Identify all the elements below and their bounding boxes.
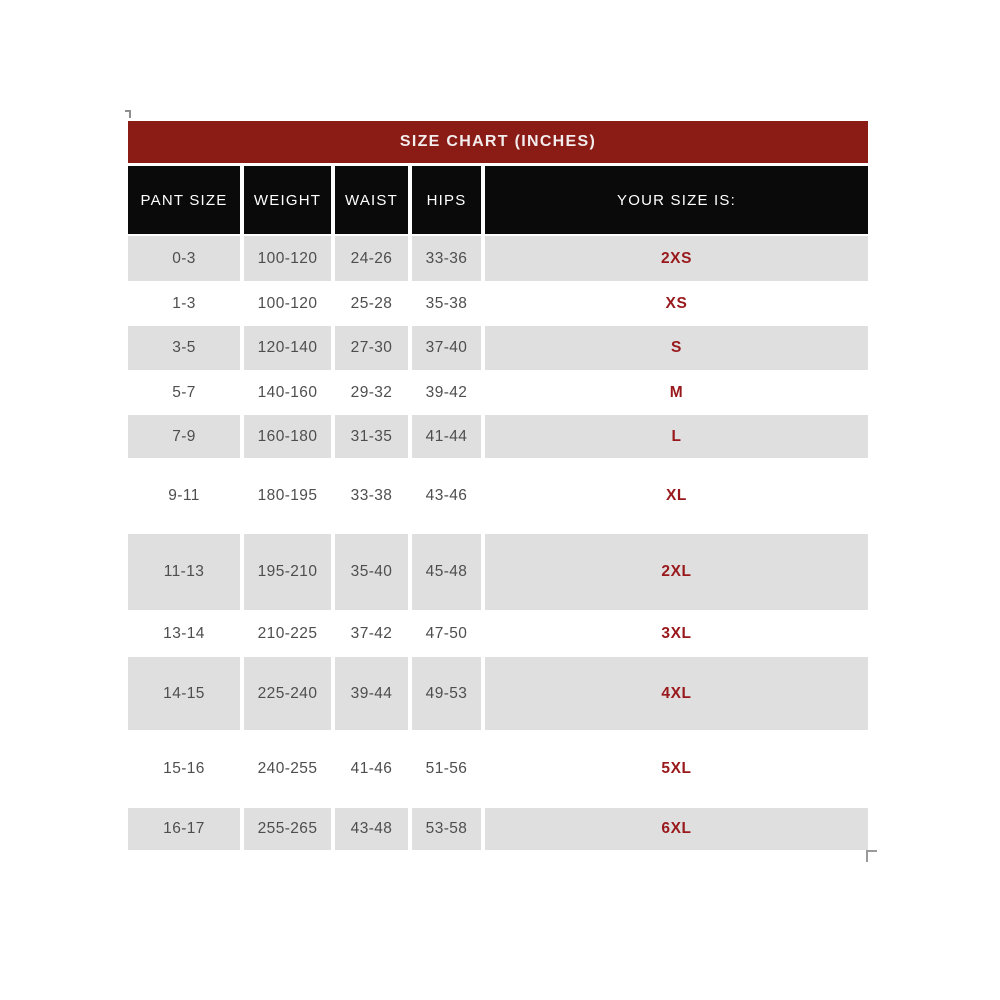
crop-artifact-top-left <box>125 110 131 118</box>
table-row <box>128 370 868 415</box>
cell-size: S <box>485 326 868 370</box>
cell-weight: 120-140 <box>244 326 331 370</box>
column-header-your-size: YOUR SIZE IS: <box>485 166 868 234</box>
cell-waist: 35-40 <box>335 534 408 610</box>
cell-waist: 29-32 <box>350 383 393 401</box>
cell-hips: 49-53 <box>412 657 481 730</box>
cell-size: L <box>485 415 868 458</box>
cell-pant-size: 15-16 <box>163 760 205 777</box>
cell-pant-size: 14-15 <box>128 657 240 730</box>
cell-size: 4XL <box>485 657 868 730</box>
column-header-pant-size: PANT SIZE <box>128 166 240 234</box>
table-row <box>128 281 868 326</box>
cell-hips: 33-36 <box>412 236 481 281</box>
cell-waist: 43-48 <box>335 808 408 850</box>
cell-hips: 45-48 <box>412 534 481 610</box>
cell-hips: 51-56 <box>425 760 468 777</box>
cell-weight: 100-120 <box>244 236 331 281</box>
cell-size: XS <box>665 294 688 312</box>
cell-weight: 255-265 <box>244 808 331 850</box>
column-header-hips: HIPS <box>412 166 481 234</box>
cell-weight: 100-120 <box>257 294 318 312</box>
table-row <box>128 458 868 534</box>
cell-hips: 41-44 <box>412 415 481 458</box>
cell-waist: 41-46 <box>350 760 393 777</box>
cell-weight: 140-160 <box>257 383 318 401</box>
cell-size: 5XL <box>661 760 692 777</box>
cell-pant-size: 9-11 <box>168 487 200 504</box>
cell-pant-size: 1-3 <box>172 294 196 312</box>
cell-weight: 160-180 <box>244 415 331 458</box>
cell-hips: 47-50 <box>425 624 468 642</box>
cell-size: XL <box>665 487 687 504</box>
cell-pant-size: 0-3 <box>128 236 240 281</box>
cell-waist: 33-38 <box>350 487 393 504</box>
crop-artifact-bottom-right <box>866 850 877 862</box>
table-row <box>128 326 868 370</box>
cell-weight: 180-195 <box>257 487 318 504</box>
cell-size: 3XL <box>661 624 692 642</box>
cell-hips: 43-46 <box>425 487 468 504</box>
table-row <box>128 808 868 850</box>
cell-waist: 39-44 <box>335 657 408 730</box>
cell-weight: 210-225 <box>257 624 318 642</box>
table-row <box>128 415 868 458</box>
cell-pant-size: 7-9 <box>128 415 240 458</box>
chart-title: SIZE CHART (INCHES) <box>399 133 597 150</box>
cell-pant-size: 16-17 <box>128 808 240 850</box>
cell-waist: 25-28 <box>350 294 393 312</box>
cell-size: 2XS <box>485 236 868 281</box>
cell-hips: 53-58 <box>412 808 481 850</box>
cell-waist: 24-26 <box>335 236 408 281</box>
cell-pant-size: 11-13 <box>128 534 240 610</box>
column-header-weight: WEIGHT <box>244 166 331 234</box>
cell-pant-size: 3-5 <box>128 326 240 370</box>
column-header-row <box>128 166 868 234</box>
cell-weight: 195-210 <box>244 534 331 610</box>
cell-hips: 39-42 <box>425 383 468 401</box>
size-chart <box>128 121 868 850</box>
cell-hips: 37-40 <box>412 326 481 370</box>
table-row <box>128 730 868 808</box>
chart-title-bar <box>128 121 868 163</box>
cell-hips: 35-38 <box>425 294 468 312</box>
cell-pant-size: 5-7 <box>172 383 196 401</box>
cell-size: 2XL <box>485 534 868 610</box>
cell-weight: 240-255 <box>257 760 318 777</box>
column-header-waist: WAIST <box>335 166 408 234</box>
cell-waist: 31-35 <box>335 415 408 458</box>
cell-size: M <box>669 383 684 401</box>
cell-pant-size: 13-14 <box>163 624 205 642</box>
cell-size: 6XL <box>485 808 868 850</box>
cell-waist: 27-30 <box>335 326 408 370</box>
table-row <box>128 657 868 730</box>
cell-weight: 225-240 <box>244 657 331 730</box>
table-row <box>128 236 868 281</box>
cell-waist: 37-42 <box>350 624 393 642</box>
table-row <box>128 534 868 610</box>
table-row <box>128 610 868 657</box>
